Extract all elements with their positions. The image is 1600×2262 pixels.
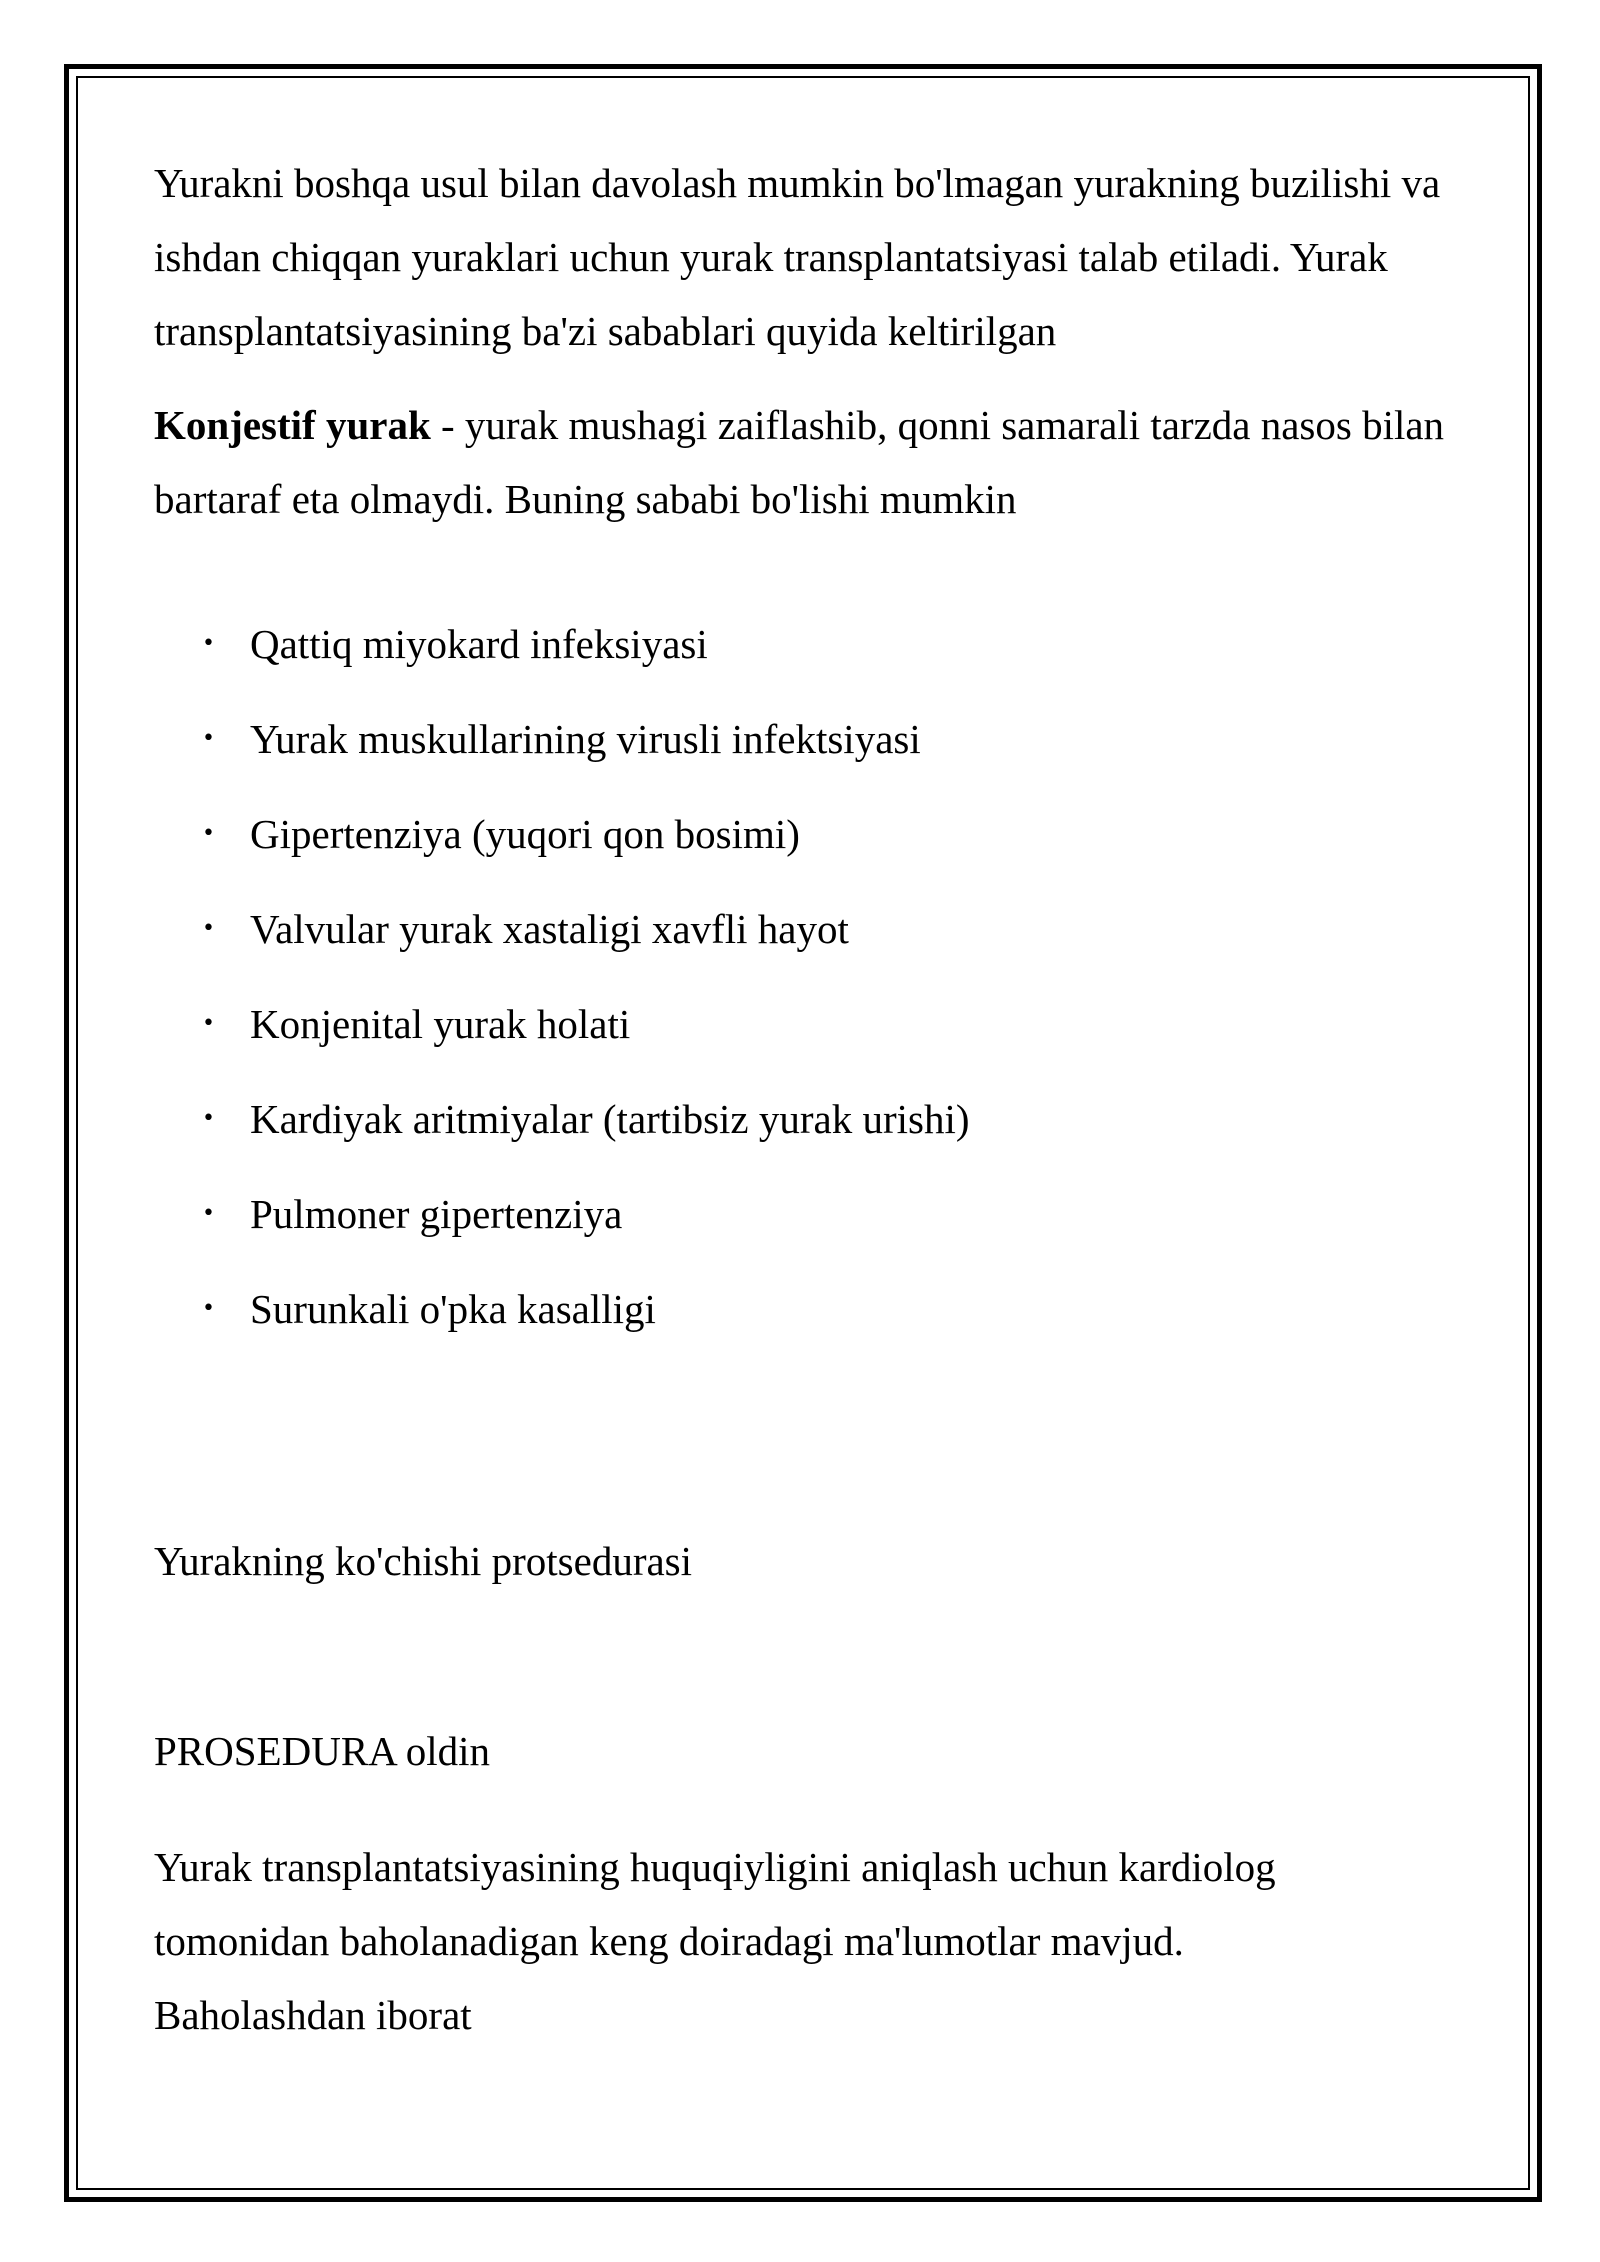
bullet-icon: •: [202, 726, 215, 751]
bullet-icon: •: [202, 1011, 215, 1036]
document-body: [154, 146, 1454, 2052]
list-item: [154, 905, 1454, 1000]
list-item-text: Yurak muskullarining virusli infektsiyasi: [250, 716, 921, 762]
list-item: [154, 1190, 1454, 1285]
list-item: [154, 1000, 1454, 1095]
bullet-icon: •: [202, 821, 215, 846]
causes-list: [154, 620, 1454, 1380]
list-item-text: Pulmoner gipertenziya: [250, 1191, 623, 1237]
list-item-text: Valvular yurak xastaligi xavfli hayot: [250, 906, 849, 952]
congestive-paragraph: [154, 388, 1454, 536]
congestive-text: - yurak mushagi zaiflashib, qonni samarali tarzda nasos bilan bartaraf eta olmaydi. Buning sababi bo'lishi mumkin: [154, 402, 1445, 522]
before-procedure-heading: PROSEDURA oldin: [154, 1728, 491, 1774]
list-item-text: Surunkali o'pka kasalligi: [250, 1286, 656, 1332]
intro-paragraph: Yurakni boshqa usul bilan davolash mumkin bo'lmagan yurakning buzilishi va ishdan chiqqan yuraklari uchun yurak transplantatsiyasi talab etiladi. Yurak transplantatsiyasining ba'zi sabablari quyida keltirilgan: [154, 160, 1441, 354]
list-item: [154, 715, 1454, 810]
bullet-icon: •: [202, 1296, 215, 1321]
list-item: [154, 810, 1454, 905]
list-item: [154, 1285, 1454, 1380]
assessment-line-2: Baholashdan iborat: [154, 1992, 472, 2038]
bullet-icon: •: [202, 1106, 215, 1131]
list-item-text: Kardiyak aritmiyalar (tartibsiz yurak urishi): [250, 1096, 970, 1142]
bullet-icon: •: [202, 916, 215, 941]
congestive-term: Konjestif yurak: [154, 402, 431, 448]
list-item-text: Qattiq miyokard infeksiyasi: [250, 621, 708, 667]
assessment-line-1: Yurak transplantatsiyasining huquqiyligini aniqlash uchun kardiolog tomonidan baholanadigan keng doiradagi ma'lumotlar mavjud.: [154, 1844, 1276, 1964]
assessment-paragraph: [154, 1830, 1454, 2052]
list-item-text: Konjenital yurak holati: [250, 1001, 631, 1047]
bullet-icon: •: [202, 631, 215, 656]
list-item: [154, 1095, 1454, 1190]
procedure-heading: Yurakning ko'chishi protsedurasi: [154, 1538, 693, 1584]
bullet-icon: •: [202, 1201, 215, 1226]
list-item-text: Gipertenziya (yuqori qon bosimi): [250, 811, 800, 857]
list-item: [154, 620, 1454, 715]
